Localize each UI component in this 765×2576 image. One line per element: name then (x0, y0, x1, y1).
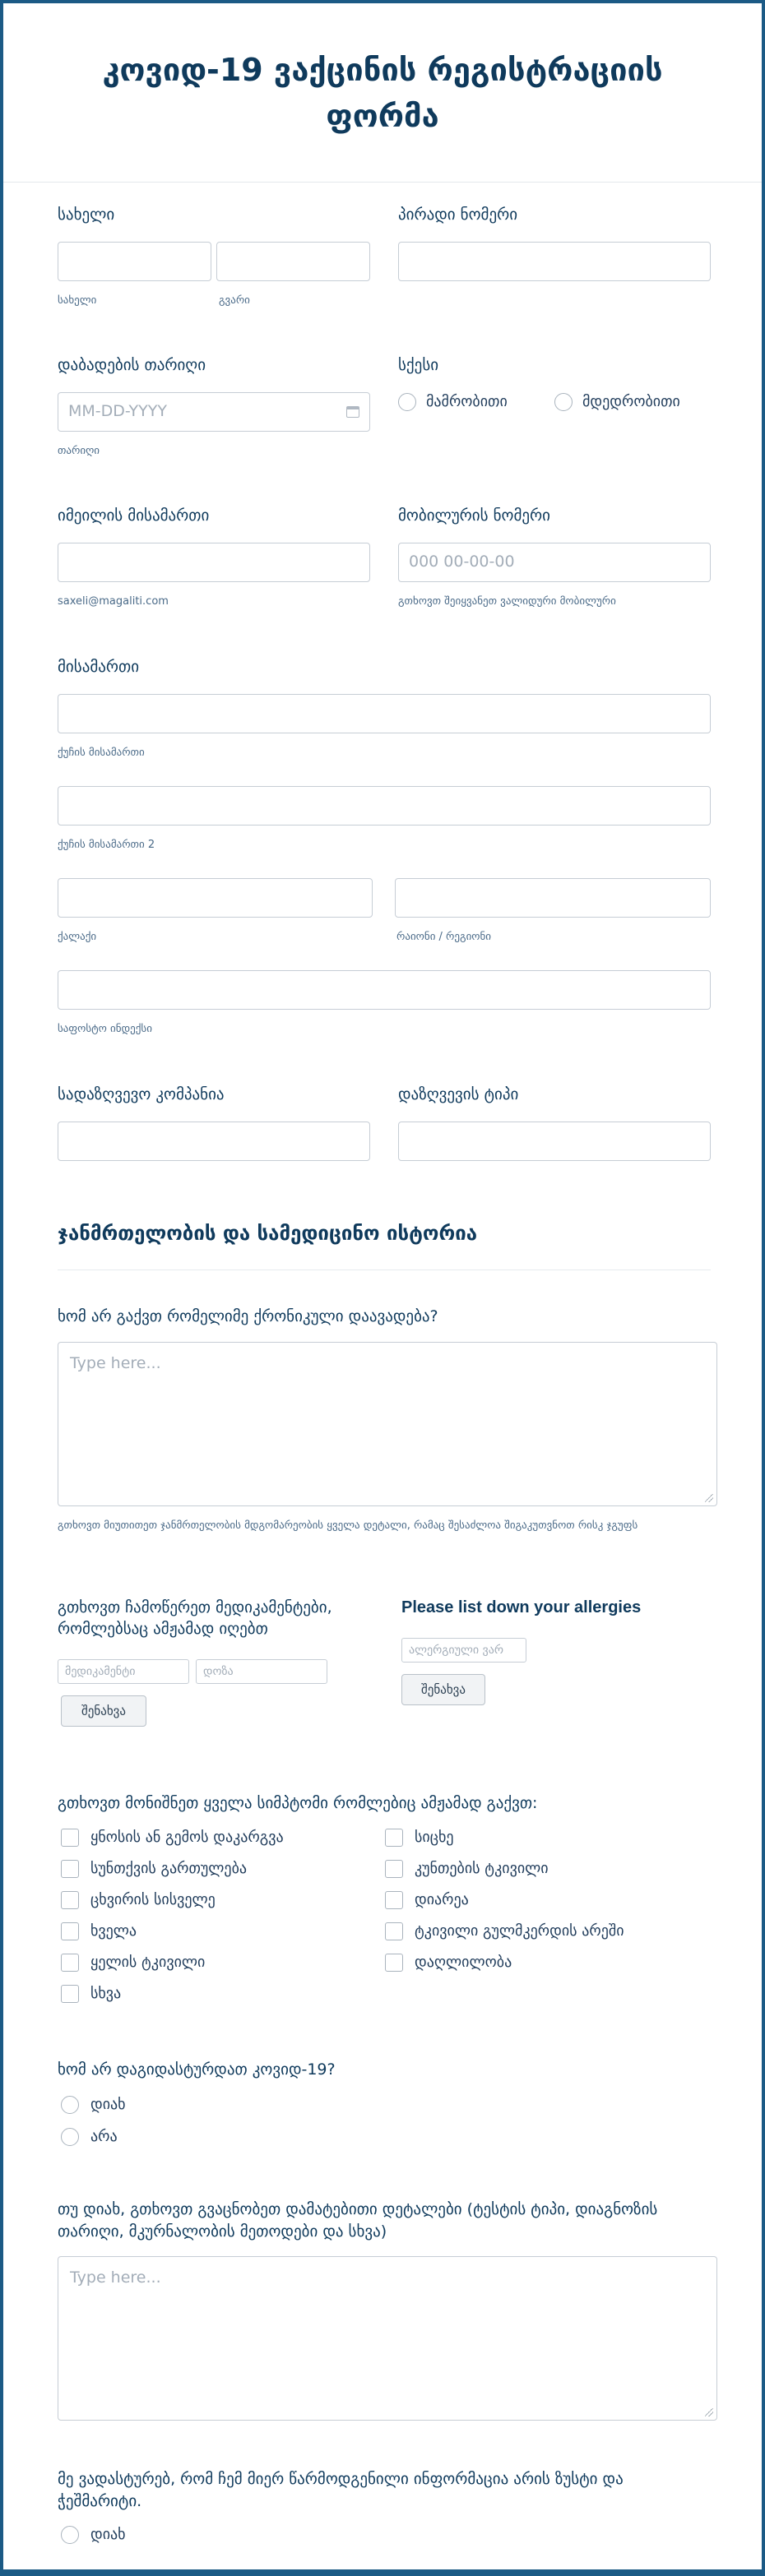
insurance-type-input[interactable] (398, 1122, 711, 1161)
medication-dose-placeholder: დოზა (203, 1665, 234, 1678)
mobile-label: მობილურის ნომერი (398, 506, 550, 525)
birth-date-label: დაბადების თარიღი (58, 356, 206, 374)
symptom-label[interactable]: ყნოსის ან გემოს დაკარგვა (90, 1829, 284, 1846)
street-address-sublabel: ქუჩის მისამართი (58, 747, 145, 759)
symptom-label[interactable]: სხვა (90, 1985, 122, 2002)
allergies-save-button[interactable]: შენახვა (401, 1674, 485, 1705)
email-label: იმეილის მისამართი (58, 506, 210, 525)
allergies-label: Please list down your allergies (401, 1598, 642, 1616)
insurance-company-input[interactable] (58, 1122, 370, 1161)
confirmed-no-radio[interactable] (61, 2128, 79, 2146)
symptoms-label: გთხოვთ მონიშნეთ ყველა სიმპტომი რომლებიც ამჟამად გაქვთ: (58, 1794, 538, 1812)
symptom-checkbox[interactable] (385, 1922, 403, 1940)
name-label: სახელი (58, 206, 115, 224)
symptom-checkbox[interactable] (385, 1829, 403, 1847)
city-sublabel: ქალაქი (58, 931, 97, 943)
mobile-placeholder: 000 00-00-00 (409, 553, 515, 571)
symptom-checkbox[interactable] (385, 1860, 403, 1878)
mobile-input[interactable] (398, 543, 711, 582)
confirmed-yes-label[interactable]: დიახ (90, 2096, 126, 2113)
street-address-2-input[interactable] (58, 786, 711, 826)
gender-male-label[interactable]: მამრობითი (426, 393, 508, 410)
medication-name-placeholder: მედიკამენტი (65, 1665, 136, 1678)
medication-name-input[interactable] (58, 1659, 189, 1684)
details-placeholder: Type here... (70, 2268, 161, 2287)
confirmed-yes-radio[interactable] (61, 2096, 79, 2114)
consent-yes-label[interactable]: დიახ (90, 2526, 126, 2543)
symptom-label[interactable]: ყელის ტკივილი (90, 1954, 206, 1971)
medication-dose-input[interactable] (196, 1659, 327, 1684)
symptom-checkbox[interactable] (61, 1860, 79, 1878)
street-address-2-sublabel: ქუჩის მისამართი 2 (58, 839, 155, 851)
symptom-checkbox[interactable] (61, 1829, 79, 1847)
symptom-label[interactable]: დიარეა (415, 1891, 469, 1908)
gender-label: სქესი (398, 356, 439, 374)
chronic-sublabel: გთხოვთ მიუთითეთ ჯანმრთელობის მდგომარეობის ყველა დეტალი, რამაც შესაძლოა შიგაკუთვნოთ რისკ ჯგუფს (58, 1519, 638, 1532)
symptom-label[interactable]: სიცხე (415, 1829, 454, 1846)
email-sublabel: saxeli@magaliti.com (58, 595, 169, 608)
symptom-label[interactable]: კუნთების ტკივილი (415, 1860, 549, 1877)
resize-handle-icon[interactable] (705, 2408, 713, 2416)
allergy-input[interactable] (401, 1638, 526, 1663)
region-input[interactable] (395, 878, 711, 918)
region-sublabel: რაიონი / რეგიონი (396, 931, 492, 943)
personal-id-label: პირადი ნომერი (398, 206, 518, 224)
gender-male-radio[interactable] (398, 393, 416, 411)
symptom-label[interactable]: დაღლილობა (415, 1954, 512, 1971)
chronic-label: ხომ არ გაქვთ რომელიმე ქრონიკული დაავადება? (58, 1307, 438, 1325)
symptom-checkbox[interactable] (385, 1891, 403, 1909)
symptom-checkbox[interactable] (61, 1891, 79, 1909)
email-input[interactable] (58, 543, 370, 582)
symptom-label[interactable]: ცხვირის სისველე (90, 1891, 216, 1908)
confirmed-label: ხომ არ დაგიდასტურდათ კოვიდ-19? (58, 2060, 336, 2079)
symptom-checkbox[interactable] (385, 1954, 403, 1972)
consent-yes-radio[interactable] (61, 2526, 79, 2544)
last-name-input[interactable] (216, 242, 370, 281)
birth-date-placeholder: MM-DD-YYYY (68, 402, 167, 420)
confirmed-no-label[interactable]: არა (90, 2128, 118, 2145)
symptom-label[interactable]: ტკივილი გულმკერდის არეში (415, 1922, 624, 1940)
zip-input[interactable] (58, 970, 711, 1010)
zip-sublabel: საფოსტო ინდექსი (58, 1023, 152, 1035)
symptom-label[interactable]: სუნთქვის გართულება (90, 1860, 248, 1877)
chronic-placeholder: Type here... (70, 1354, 161, 1372)
first-name-sublabel: სახელი (58, 294, 97, 307)
chronic-textarea[interactable] (58, 1342, 717, 1506)
street-address-input[interactable] (58, 694, 711, 733)
medications-label: გთხოვთ ჩამოწერეთ მედიკამენტები, რომლებსაც ამჟამად იღებთ (58, 1598, 332, 1638)
symptom-label[interactable]: ხველა (90, 1922, 137, 1940)
insurance-company-label: სადაზღვევო კომპანია (58, 1085, 225, 1103)
city-input[interactable] (58, 878, 373, 918)
birth-date-sublabel: თარიღი (58, 445, 100, 457)
last-name-sublabel: გვარი (219, 294, 250, 307)
insurance-type-label: დაზღვევის ტიპი (398, 1085, 519, 1103)
first-name-input[interactable] (58, 242, 211, 281)
calendar-icon[interactable] (346, 406, 359, 418)
resize-handle-icon[interactable] (705, 1494, 713, 1502)
form-title: კოვიდ-19 ვაქცინის რეგისტრაციის ფორმა (102, 51, 663, 134)
address-label: მისამართი (58, 658, 140, 676)
section-title: ჯანმრთელობის და სამედიცინო ისტორია (58, 1222, 478, 1245)
mobile-sublabel: გთხოვთ შეიყვანეთ ვალიდური მობილური (398, 595, 616, 608)
form-header (3, 3, 762, 183)
birth-date-input[interactable] (58, 392, 370, 432)
allergy-placeholder: ალერგიული ვარ (409, 1644, 503, 1657)
symptom-checkbox[interactable] (61, 1922, 79, 1940)
gender-female-radio[interactable] (554, 393, 573, 411)
medications-save-button[interactable]: შენახვა (61, 1695, 146, 1727)
symptom-checkbox[interactable] (61, 1985, 79, 2003)
personal-id-input[interactable] (398, 242, 711, 281)
consent-label: მე ვადასტურებ, რომ ჩემ მიერ წარმოდგენილი ინფორმაცია არის ზუსტი და ჭეშმარიტი. (58, 2470, 624, 2510)
details-label: თუ დიახ, გთხოვთ გვაცნობეთ დამატებითი დეტალები (ტესტის ტიპი, დიაგნოზის თარიღი, მკურნალობის მეთოდები და სხვა) (58, 2200, 658, 2241)
gender-female-label[interactable]: მდედრობითი (582, 393, 680, 410)
symptom-checkbox[interactable] (61, 1954, 79, 1972)
details-textarea[interactable] (58, 2256, 717, 2421)
